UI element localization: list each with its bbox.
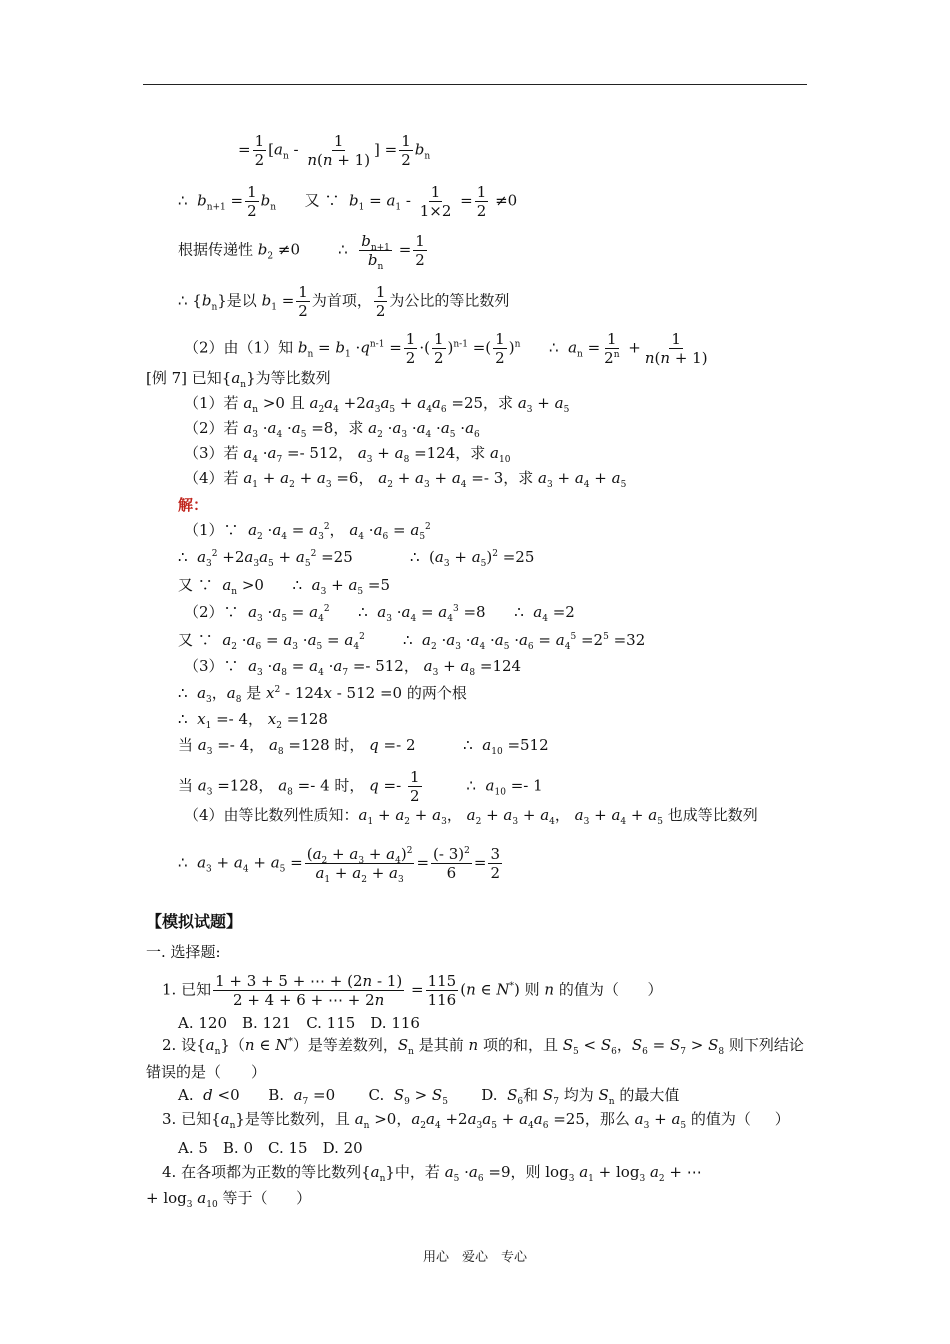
- solution-line: ∴ $a_3^2 +2a_3a_5 + a_5^2 =25$ ∴ $(a_3 + a_5)^2 =25$: [178, 548, 535, 569]
- solution-label: 解：: [178, 496, 209, 514]
- problem-4-cont: + $\log_3 a_{10}$ 等于（ ）: [146, 1189, 312, 1210]
- derivation-line: （2）由（1）知 $b_n = b_1 \cdot q^{n-1}$ = $\frac{1}{2}$ ·( $\frac{1}{2}$ )$^{n-1}$ =( $\frac{1}{2}$ )$^n$ ∴ $a_n$ = $\frac{1}{2^n}$ + $\frac{1}{n(n + 1)}$: [184, 330, 708, 367]
- solution-line: 当 $a_3 =128$， $a_8 =- 4$ 时， q =- $\frac{1}{2}$ ∴ $a_{10} =- 1$: [178, 768, 543, 805]
- question-3: （3）若 $a_4 \cdot a_7 =- 512$， $a_3 + a_8 =124$，求 $a_{10}$: [184, 444, 511, 465]
- question-4: （4）若 $a_1 + a_2 + a_3 =6$， $a_2 + a_3 + a_4 =- 3$，求 $a_3 + a_4 + a_5$: [184, 469, 627, 490]
- example-title: [例 7] 已知$\{a_n\}$为等比数列: [146, 369, 331, 390]
- derivation-line: = $\frac{1}{2}$ [$a_n$ - $\frac{1}{n(n + 1)}$ ] = $\frac{1}{2}$ $b_n$: [238, 132, 431, 169]
- solution-line: ∴ $x_1 =- 4$， $x_2 =128$: [178, 710, 328, 731]
- solution-line: （1）∵ $a_2 \cdot a_4 = a_3^2$， $a_4 \cdot a_6 = a_5^2$: [184, 521, 431, 542]
- page-footer: 用心 爱心 专心: [422, 1250, 527, 1265]
- problem-3-options: A. 5 B. 0 C. 15 D. 20: [178, 1139, 363, 1157]
- derivation-line: ∴ $b_{n+1}$ = $\frac{1}{2}$ $b_n$ 又 ∵ $b_1 = a_1$ - $\frac{1}{1\times 2}$ = $\frac{1}{2}$ ≠0: [178, 183, 518, 220]
- solution-line: 又 ∵ $a_n >0$ ∴ $a_3 + a_5 =5$: [178, 576, 391, 597]
- solution-line: 当 $a_3 =- 4$， $a_8 =128$ 时， q =- 2 ∴ $a_{10} =512$: [178, 736, 549, 757]
- problem-3: 3. 已知$\{a_n\}$是等比数列，且 $a_n >0$，$a_2a_4 +2a_3a_5 + a_4a_6 =25$，那么 $a_3 + a_5$ 的值为（ ）: [162, 1110, 790, 1131]
- problem-1-options: A. 120 B. 121 C. 115 D. 116: [178, 1014, 420, 1032]
- solution-line: （4）由等比数列性质知：$a_1 + a_2 + a_3$， $a_2 + a_3 + a_4$， $a_3 + a_4 + a_5$ 也成等比数列: [184, 806, 758, 827]
- derivation-line: ∴ $\{b_n\}$是以 $b_1$ = $\frac{1}{2}$ 为首项， $\frac{1}{2}$ 为公比的等比数列: [178, 283, 510, 320]
- derivation-line: 根据传递性 $b_2 \ne 0$ ∴ $\frac{b_{n+1}}{b_n}$ = $\frac{1}{2}$: [178, 232, 425, 272]
- question-2: （2）若 $a_3 \cdot a_4 \cdot a_5 =8$，求 $a_2 \cdot a_3 \cdot a_4 \cdot a_5 \cdot a_6$: [184, 419, 480, 440]
- solution-line: （3）∵ $a_3 \cdot a_8 = a_4 \cdot a_7 =- 512$， $a_3 + a_8 =124$: [184, 657, 522, 678]
- problem-2-cont: 错误的是（ ）: [146, 1063, 267, 1081]
- section-title: 【模拟试题】: [146, 912, 243, 931]
- solution-line: 又 ∵ $a_2 \cdot a_6 = a_3 \cdot a_5 = a_4^2$ ∴ $a_2 \cdot a_3 \cdot a_4 \cdot a_5 \cdot a_6 = a_4^5 =2^5 =32$: [178, 631, 646, 652]
- problem-1: 1. 已知 $\frac{1 + 3 + 5 + \cdots + (2n - 1)}{2 + 4 + 6 + \cdots + 2n}$ = $\frac{115}{116}$ (n ∈ N*) 则 n 的值为（ ）: [162, 972, 663, 1009]
- header-rule: [143, 84, 807, 85]
- solution-line: ∴ $a_3 + a_4 + a_5$ = $\frac{(a_2 + a_3 + a_4)^2}{a_1 + a_2 + a_3}$ = $\frac{(- 3)^2}{6}$ = $\frac{3}{2}$: [178, 845, 500, 885]
- problem-2: 2. 设$\{a_n\}(n$ ∈ N*）是等差数列，$S_n$ 是其前 n 项的和，且 $S_5 < S_6$，$S_6 = S_7 > S_8$ 则下列结论: [162, 1036, 804, 1057]
- problem-2-options: A. d <0 B. $a_7 =0$ C. $S_9 > S_5$ D. $S_6$和 $S_7$ 均为 $S_n$ 的最大值: [178, 1086, 680, 1107]
- part-title: 一. 选择题:: [146, 943, 221, 961]
- question-1: （1）若 $a_n >0$ 且 $a_2a_4 +2a_3a_5 + a_4a_6 =25$，求 $a_3 + a_5$: [184, 394, 570, 415]
- problem-4: 4. 在各项都为正数的等比数列$\{a_n\}$中，若 $a_5 \cdot a_6 =9$，则 $\log_3 a_1 + \log_3 a_2$ + ⋯: [162, 1163, 702, 1184]
- solution-line: （2）∵ $a_3 \cdot a_5 = a_4^2$ ∴ $a_3 \cdot a_4 = a_4^3 =8$ ∴ $a_4 =2$: [184, 603, 575, 624]
- solution-line: ∴ $a_3$，$a_8$ 是 $x^2 - 124x - 512 =0$ 的两个根: [178, 684, 467, 705]
